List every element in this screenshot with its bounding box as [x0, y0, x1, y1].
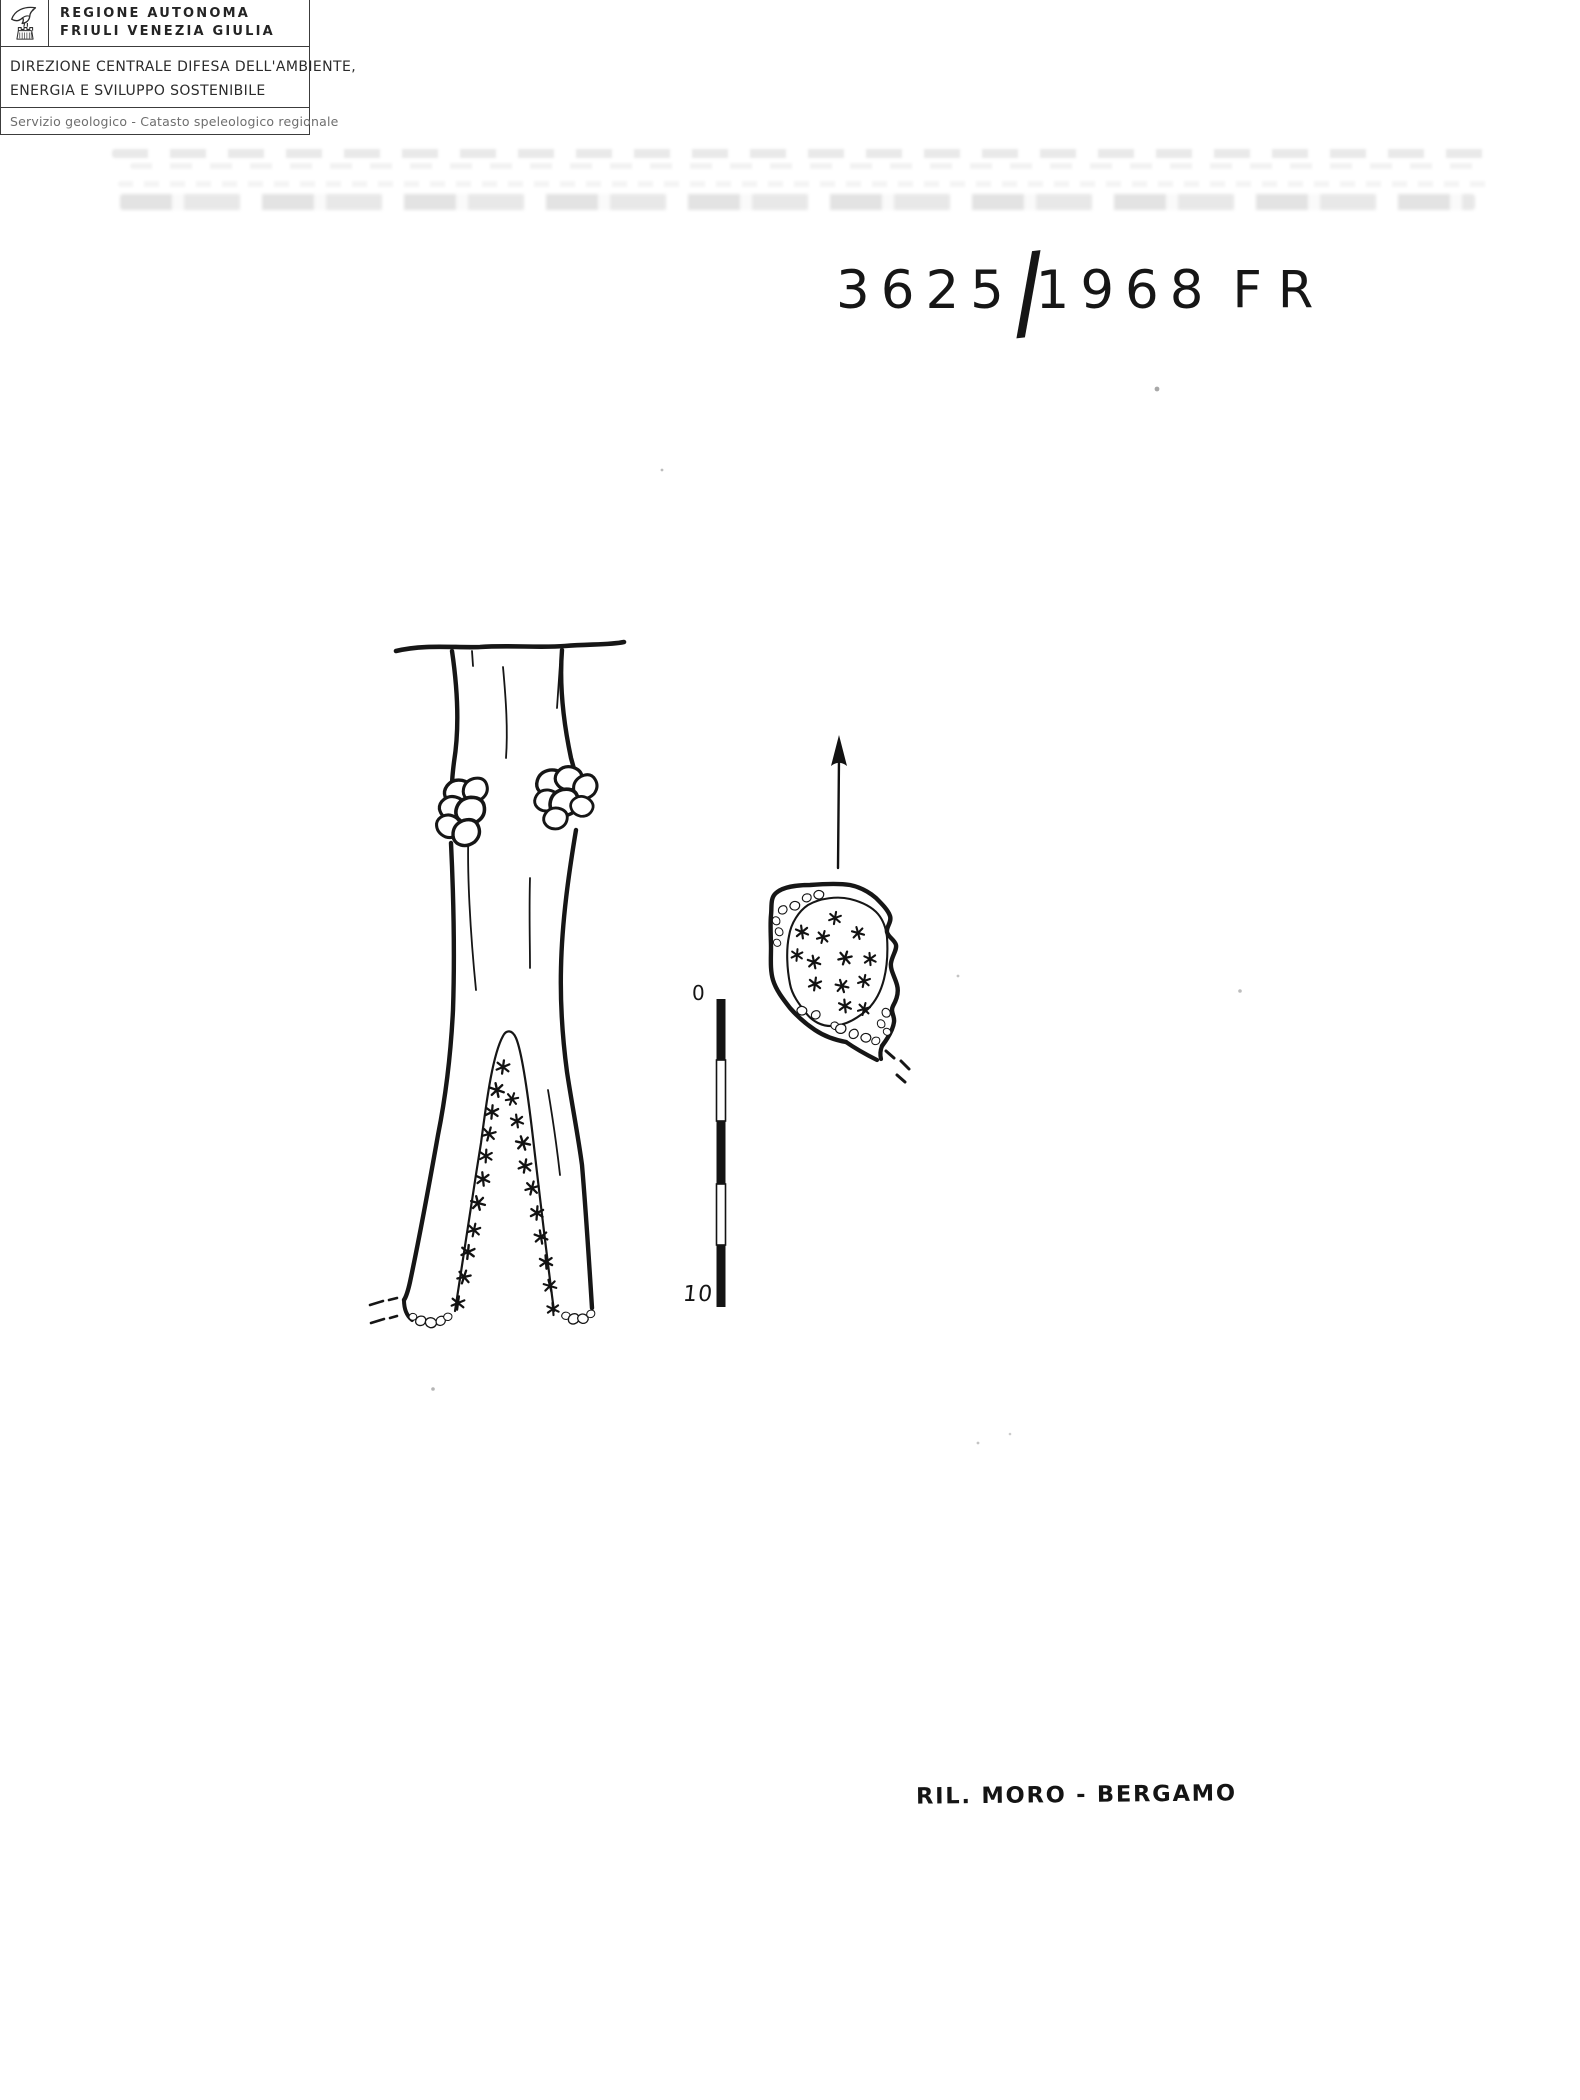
scale-bar-segment — [717, 999, 726, 1060]
code-number: 3625 — [836, 259, 1015, 321]
code-suffix: FR — [1232, 260, 1330, 320]
code-year: 1968 — [1035, 259, 1215, 321]
right-wall — [561, 650, 576, 778]
debris-asterisks-plan — [791, 911, 876, 1016]
service-line: Servizio geologico - Catasto speleologico regionale — [10, 113, 339, 129]
scale-bar — [717, 999, 726, 1307]
survey-credit: RIL. MORO - BERGAMO — [915, 1780, 1237, 1810]
boulder-cluster-left — [432, 776, 490, 849]
department-line1: Direzione centrale difesa dell'ambiente, — [10, 52, 357, 76]
cave-plan-view — [771, 884, 909, 1082]
continuation-dashes-section — [370, 1298, 397, 1323]
code-separator-slash: / — [1003, 230, 1053, 354]
north-arrow-head — [831, 735, 847, 766]
plan-pebbles — [772, 889, 892, 1045]
scale-label-bottom: 10 — [681, 1282, 715, 1307]
plan-neck-lower-edge — [846, 1042, 877, 1060]
department-line2: energia e sviluppo sostenibile — [10, 76, 266, 101]
continuation-dashes-plan — [886, 1051, 909, 1082]
region-name-line1: REGIONE AUTONOMA — [60, 5, 251, 21]
region-name-line2: FRIULI VENEZIA GIULIA — [60, 24, 275, 39]
left-wall — [404, 843, 454, 1300]
cave-section-view — [370, 642, 624, 1330]
surface-line — [396, 642, 624, 651]
right-wall — [561, 830, 592, 1308]
boulder-cluster-right — [534, 764, 602, 831]
plan-neck-right-edge — [880, 1046, 882, 1059]
scale-bar-segment — [717, 1245, 726, 1307]
north-arrow — [831, 735, 847, 868]
debris-cone-outline — [455, 1031, 554, 1311]
scale-label-top: 0 — [692, 981, 705, 1005]
scale-bar-segment — [717, 1184, 726, 1245]
floor-pebbles-left — [408, 1312, 452, 1330]
scale-bar-segment — [717, 1121, 726, 1184]
debris-asterisks-section — [451, 1060, 559, 1316]
floor-pebbles-right — [561, 1310, 595, 1326]
left-wall — [452, 651, 457, 786]
scale-bar-segment — [717, 1060, 726, 1121]
